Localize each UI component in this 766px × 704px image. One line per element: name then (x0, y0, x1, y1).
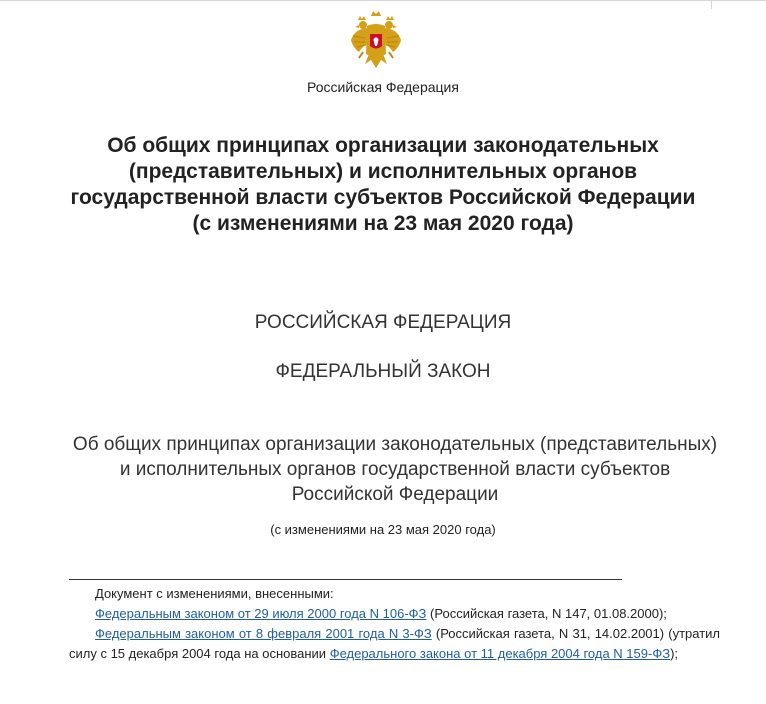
top-vertical-divider (711, 0, 712, 9)
amendment-link[interactable]: Федеральным законом от 29 июля 2000 года N 106-ФЗ (95, 606, 427, 621)
changes-intro: Документ с изменениями, внесенными: (95, 586, 334, 601)
amendment-source: (Российская газета, N 31, 14.02.2001) (утратил силу с 15 декабря 2004 года на основании (69, 626, 721, 661)
amendment-source: (Российская газета, N 147, 01.08.2000); (430, 606, 667, 621)
page-title: Об общих принципах организации законодательных (представительных) и исполнительных органов государственной власти субъектов Российской Федерации (с изменениями на 23 мая 2020 года) (70, 134, 696, 235)
amendments-list (69, 584, 720, 664)
heading-law-type: ФЕДЕРАЛЬНЫЙ ЗАКОН (275, 361, 491, 382)
changes-date: (с изменениями на 23 мая 2020 года) (270, 522, 496, 537)
amendment-item (69, 604, 720, 624)
russian-coat-of-arms-icon (349, 10, 403, 72)
country-name: Российская Федерация (307, 79, 459, 95)
amendment-source-end: ); (670, 646, 679, 661)
law-title: Об общих принципах организации законодательных (представительных) и исполнительных органов государственной власти субъектов Российской Федерации (72, 434, 718, 505)
amendment-repeal-link[interactable]: Федерального закона от 11 декабря 2004 года N 159-ФЗ (329, 646, 671, 661)
amendment-item (69, 624, 720, 664)
top-divider (0, 0, 766, 10)
amendment-link[interactable]: Федеральным законом от 8 февраля 2001 года N 3-ФЗ (95, 626, 432, 641)
heading-country: РОССИЙСКАЯ ФЕДЕРАЦИЯ (254, 312, 512, 333)
section-divider (69, 579, 622, 580)
